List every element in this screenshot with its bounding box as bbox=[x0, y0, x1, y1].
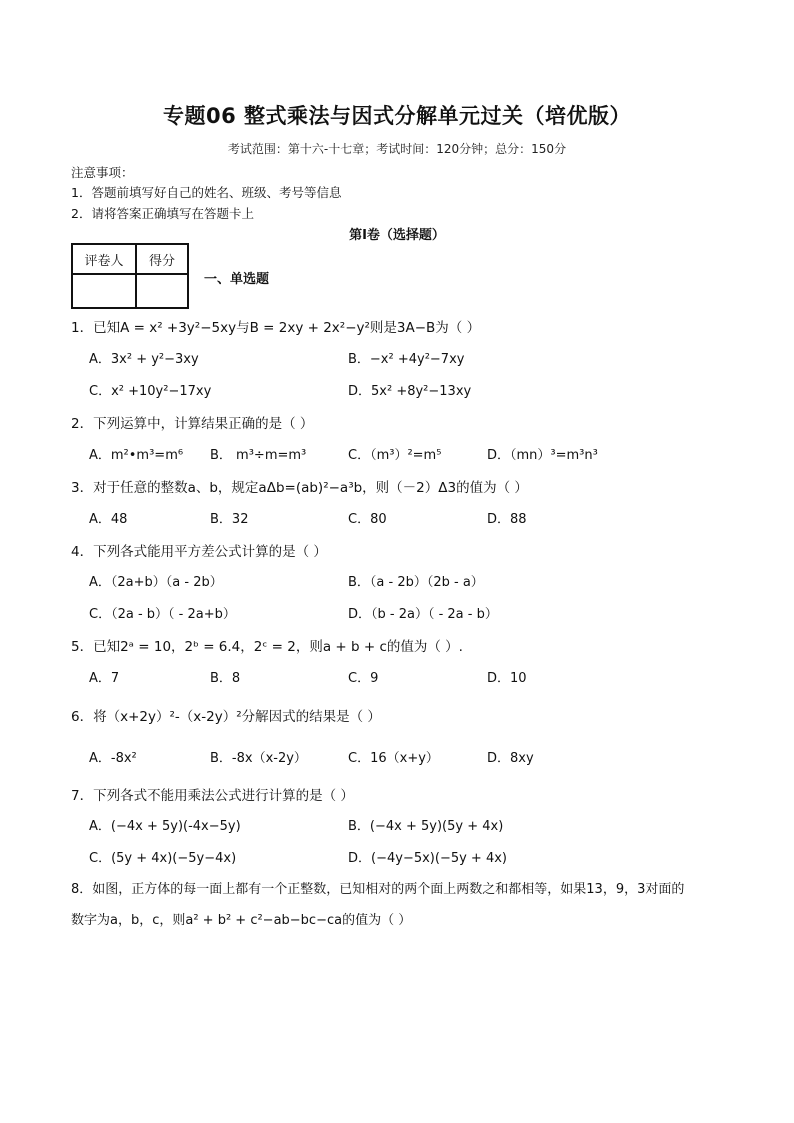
question-8-stem: 8．如图，正方体的每一面上都有一个正整数，已知相对的两个面上两数之和都相等，如果13，9，3对面的 bbox=[71, 882, 685, 897]
question-6-option-d: D．8xy bbox=[487, 751, 534, 766]
question-7-option-c: C．(5y + 4x)(−5y−4x) bbox=[89, 851, 237, 866]
grader-header: 评卷人 bbox=[72, 244, 136, 274]
question-7-option-a: A．(−4x + 5y)(-4x−5y) bbox=[89, 819, 241, 834]
question-2-option-a: A．m²•m³=m⁶ bbox=[89, 448, 184, 463]
score-cell bbox=[136, 274, 188, 308]
notes-heading: 注意事项： bbox=[71, 165, 134, 180]
question-3-stem: 3．对于任意的整数a、b，规定aΔb=(ab)²−a³b，则（－2）Δ3的值为（ ） bbox=[71, 480, 528, 496]
question-1-option-d: D．5x² +8y²−13xy bbox=[348, 384, 472, 399]
score-header: 得分 bbox=[136, 244, 188, 274]
question-1-stem: 1．已知A = x² +3y²−5xy与B = 2xy + 2x²−y²则是3A−B为（ ） bbox=[71, 320, 481, 336]
part-label: 一、单选题 bbox=[204, 272, 270, 287]
question-1-option-c: C．x² +10y²−17xy bbox=[89, 384, 212, 399]
question-1-option-a: A．3x² + y²−3xy bbox=[89, 352, 199, 367]
question-2-stem: 2．下列运算中，计算结果正确的是（ ） bbox=[71, 416, 314, 432]
question-7-option-b: B．(−4x + 5y)(5y + 4x) bbox=[348, 819, 504, 834]
grader-cell bbox=[72, 274, 136, 308]
page-title: 专题06 整式乘法与因式分解单元过关（培优版） bbox=[162, 104, 632, 128]
question-8-stem-continued: 数字为a，b，c，则a² + b² + c²−ab−bc−ca的值为（ ） bbox=[71, 913, 412, 928]
question-2-option-c: C．（m³）²=m⁵ bbox=[348, 448, 442, 463]
question-3-option-d: D．88 bbox=[487, 512, 527, 527]
note-item: 1．答题前填写好自己的姓名、班级、考号等信息 bbox=[71, 185, 342, 200]
question-4-option-d: D．（b - 2a）（ - 2a - b） bbox=[348, 607, 498, 622]
section-title: 第I卷（选择题） bbox=[349, 228, 445, 243]
question-4-option-a: A．（2a+b）（a - 2b） bbox=[89, 575, 223, 590]
exam-info: 考试范围：第十六-十七章；考试时间：120分钟；总分：150分 bbox=[227, 142, 567, 156]
question-3-option-b: B．32 bbox=[210, 512, 249, 527]
question-2-option-b: B． m³÷m=m³ bbox=[210, 448, 307, 463]
question-5-option-d: D．10 bbox=[487, 671, 527, 686]
question-6-option-c: C．16（x+y） bbox=[348, 751, 439, 766]
score-table bbox=[71, 243, 189, 309]
question-6-option-a: A．-8x² bbox=[89, 751, 137, 766]
question-7-option-d: D．(−4y−5x)(−5y + 4x) bbox=[348, 851, 507, 866]
question-1-option-b: B．−x² +4y²−7xy bbox=[348, 352, 465, 367]
question-7-stem: 7．下列各式不能用乘法公式进行计算的是（ ） bbox=[71, 788, 354, 804]
question-3-option-a: A．48 bbox=[89, 512, 128, 527]
question-4-option-b: B．（a - 2b）（2b - a） bbox=[348, 575, 484, 590]
question-4-option-c: C．（2a - b）（ - 2a+b） bbox=[89, 607, 236, 622]
question-5-option-c: C．9 bbox=[348, 671, 379, 686]
question-6-stem: 6．将（x+2y）²-（x-2y）²分解因式的结果是（ ） bbox=[71, 709, 381, 725]
note-item: 2．请将答案正确填写在答题卡上 bbox=[71, 206, 254, 221]
question-2-option-d: D．（mn）³=m³n³ bbox=[487, 448, 598, 463]
question-6-option-b: B．-8x（x-2y） bbox=[210, 751, 307, 766]
question-3-option-c: C．80 bbox=[348, 512, 387, 527]
question-4-stem: 4．下列各式能用平方差公式计算的是（ ） bbox=[71, 544, 327, 560]
question-5-stem: 5．已知2ᵃ = 10，2ᵇ = 6.4，2ᶜ = 2，则a + b + c的值为（ ）. bbox=[71, 639, 463, 655]
question-5-option-b: B．8 bbox=[210, 671, 241, 686]
question-5-option-a: A．7 bbox=[89, 671, 120, 686]
